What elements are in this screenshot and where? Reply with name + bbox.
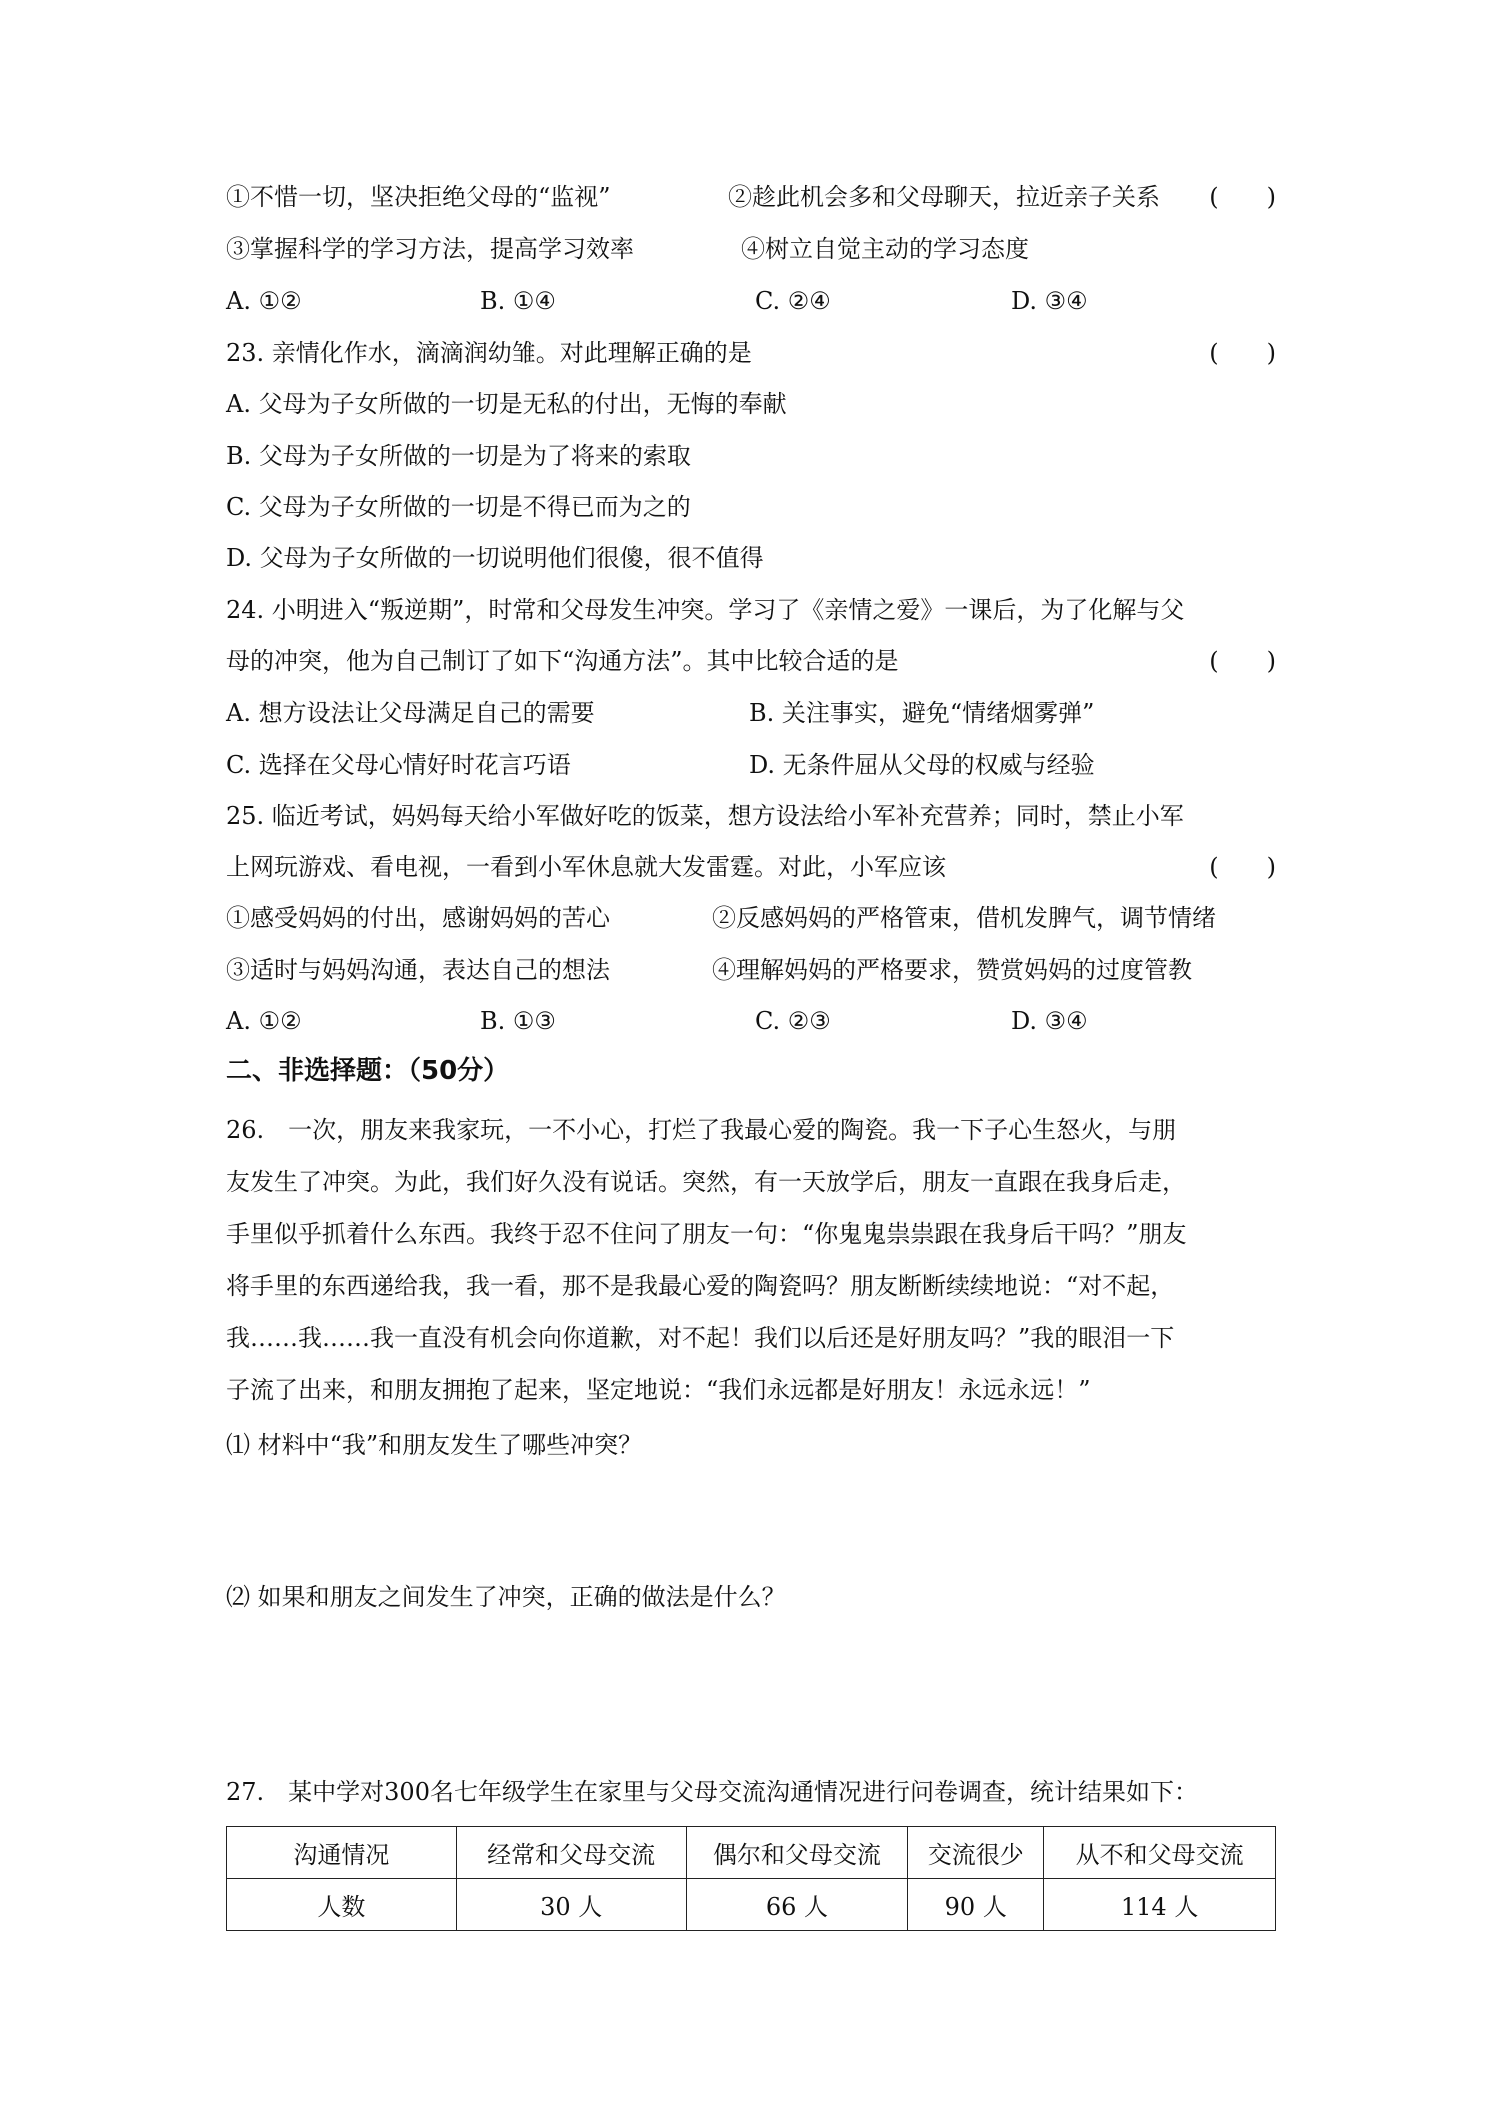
survey-data-cell: 30 人 bbox=[456, 1879, 686, 1931]
q22-option-2: ②趁此机会多和父母聊天，拉近亲子关系 bbox=[728, 183, 1160, 211]
q26-subquestion-1: ⑴ 材料中“我”和朋友发生了哪些冲突？ bbox=[226, 1431, 643, 1459]
q23-option-d: D. 父母为子女所做的一切说明他们很傻，很不值得 bbox=[226, 544, 764, 572]
q23-option-a: A. 父母为子女所做的一切是无私的付出，无悔的奉献 bbox=[226, 390, 787, 418]
q24-stem-text: 母的冲突，他为自己制订了如下“沟通方法”。其中比较合适的是 bbox=[226, 647, 899, 675]
q27-stem: 27. 某中学对300名七年级学生在家里与父母交流沟通情况进行问卷调查，统计结果如下： bbox=[226, 1778, 1198, 1806]
q25-option-4: ④理解妈妈的严格要求，赞赏妈妈的过度管教 bbox=[712, 956, 1192, 984]
q25-choice-d: D. ③④ bbox=[1011, 1007, 1088, 1035]
survey-data-cell: 人数 bbox=[227, 1879, 457, 1931]
q22-option-3: ③掌握科学的学习方法，提高学习效率 bbox=[226, 235, 634, 263]
q22-choice-b: B. ①④ bbox=[480, 287, 556, 315]
q25-choice-a: A. ①② bbox=[226, 1007, 302, 1035]
q24-option-a: A. 想方设法让父母满足自己的需要 bbox=[226, 699, 595, 727]
survey-header-cell: 从不和父母交流 bbox=[1044, 1827, 1276, 1879]
survey-header-cell: 经常和父母交流 bbox=[456, 1827, 686, 1879]
q25-option-1: ①感受妈妈的付出，感谢妈妈的苦心 bbox=[226, 904, 610, 932]
q25-option-3: ③适时与妈妈沟通，表达自己的想法 bbox=[226, 956, 610, 984]
survey-header-cell: 偶尔和父母交流 bbox=[686, 1827, 908, 1879]
q25-stem-text: 上网玩游戏、看电视，一看到小军休息就大发雷霆。对此，小军应该 bbox=[226, 853, 946, 881]
section-2-heading: 二、非选择题：（50分） bbox=[226, 1056, 510, 1086]
q22-choice-c: C. ②④ bbox=[755, 287, 831, 315]
survey-table-data-row bbox=[227, 1879, 1276, 1931]
survey-header-cell: 沟通情况 bbox=[227, 1827, 457, 1879]
q22-answer-paren: ( ) bbox=[1209, 183, 1276, 211]
q22-choice-a: A. ①② bbox=[226, 287, 302, 315]
q25-choice-c: C. ②③ bbox=[755, 1007, 831, 1035]
q24-option-c: C. 选择在父母心情好时花言巧语 bbox=[226, 751, 571, 779]
q26-paragraph-line-4: 将手里的东西递给我，我一看，那不是我最心爱的陶瓷吗？朋友断断续续地说：“对不起， bbox=[226, 1272, 1175, 1300]
survey-data-cell: 114 人 bbox=[1044, 1879, 1276, 1931]
q24-answer-paren: ( ) bbox=[1209, 647, 1276, 675]
survey-table bbox=[226, 1826, 1276, 1931]
q24-stem-line-1: 24. 小明进入“叛逆期”，时常和父母发生冲突。学习了《亲情之爱》一课后，为了化解与父 bbox=[226, 596, 1185, 624]
q23-answer-paren: ( ) bbox=[1209, 339, 1276, 367]
q22-option-4: ④树立自觉主动的学习态度 bbox=[741, 235, 1029, 263]
survey-header-cell: 交流很少 bbox=[908, 1827, 1044, 1879]
q25-choice-b: B. ①③ bbox=[480, 1007, 556, 1035]
survey-data-cell: 90 人 bbox=[908, 1879, 1044, 1931]
q26-paragraph-line-1: 26. 一次，朋友来我家玩，一不小心，打烂了我最心爱的陶瓷。我一下子心生怒火，与朋 bbox=[226, 1116, 1177, 1144]
q26-paragraph-line-6: 子流了出来，和朋友拥抱了起来，坚定地说：“我们永远都是好朋友！永远永远！” bbox=[226, 1376, 1091, 1404]
q23-option-b: B. 父母为子女所做的一切是为了将来的索取 bbox=[226, 442, 691, 470]
q22-option-1: ①不惜一切，坚决拒绝父母的“监视” bbox=[226, 183, 611, 211]
q24-option-d: D. 无条件屈从父母的权威与经验 bbox=[749, 751, 1095, 779]
q25-answer-paren: ( ) bbox=[1209, 853, 1276, 881]
q25-stem-line-1: 25. 临近考试，妈妈每天给小军做好吃的饭菜，想方设法给小军补充营养；同时，禁止小军 bbox=[226, 802, 1184, 830]
q26-paragraph-line-5: 我……我……我一直没有机会向你道歉，对不起！我们以后还是好朋友吗？”我的眼泪一下 bbox=[226, 1324, 1175, 1352]
q23-stem-text: 23. 亲情化作水，滴滴润幼雏。对此理解正确的是 bbox=[226, 339, 752, 367]
q23-option-c: C. 父母为子女所做的一切是不得已而为之的 bbox=[226, 493, 691, 521]
q26-subquestion-2: ⑵ 如果和朋友之间发生了冲突，正确的做法是什么？ bbox=[226, 1583, 786, 1611]
survey-table-header-row bbox=[227, 1827, 1276, 1879]
q25-option-2: ②反感妈妈的严格管束，借机发脾气，调节情绪 bbox=[712, 904, 1216, 932]
q26-paragraph-line-2: 友发生了冲突。为此，我们好久没有说话。突然，有一天放学后，朋友一直跟在我身后走， bbox=[226, 1168, 1186, 1196]
survey-data-cell: 66 人 bbox=[686, 1879, 908, 1931]
q26-paragraph-line-3: 手里似乎抓着什么东西。我终于忍不住问了朋友一句：“你鬼鬼祟祟跟在我身后干吗？”朋友 bbox=[226, 1220, 1187, 1248]
q24-option-b: B. 关注事实，避免“情绪烟雾弹” bbox=[749, 699, 1095, 727]
q22-choice-d: D. ③④ bbox=[1011, 287, 1088, 315]
